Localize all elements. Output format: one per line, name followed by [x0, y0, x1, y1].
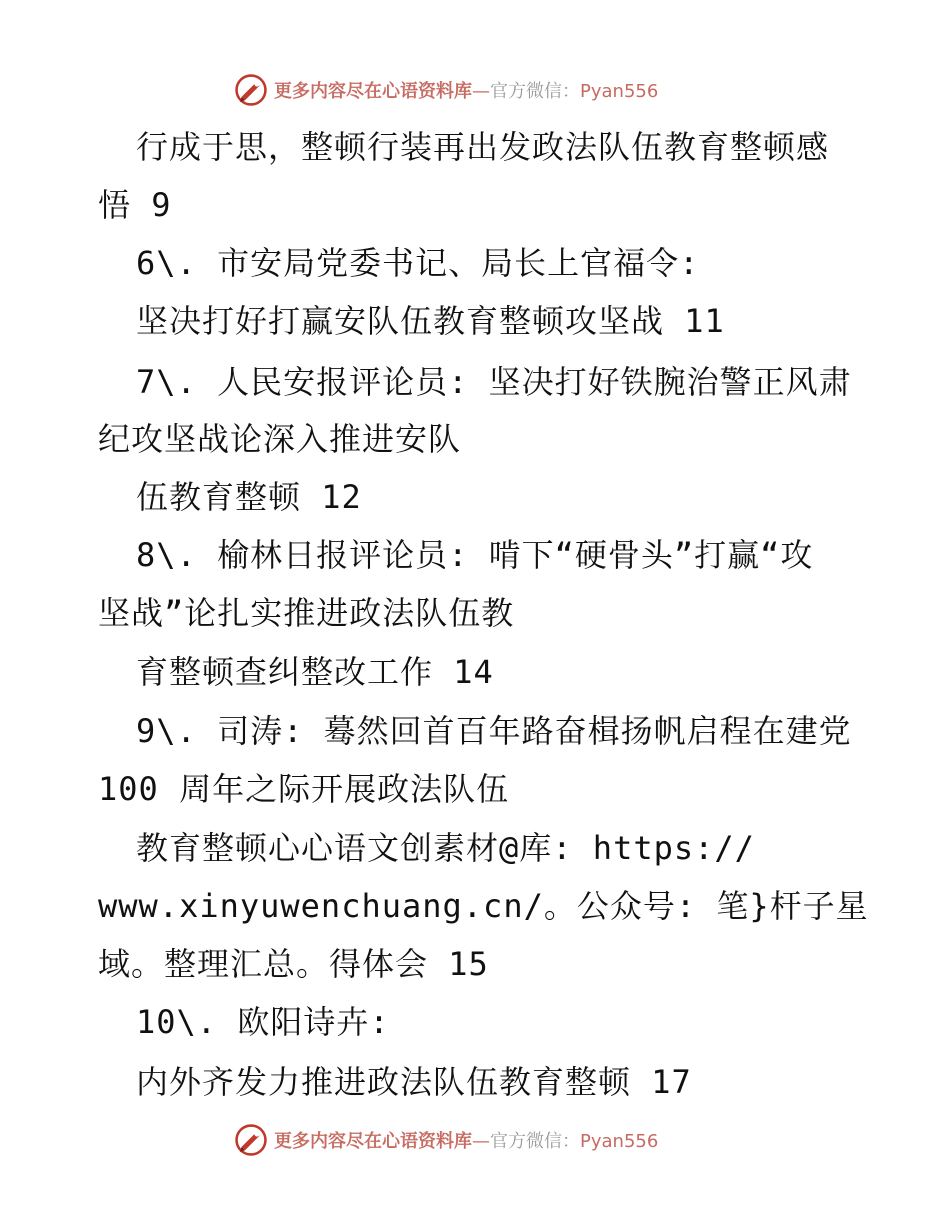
banner-wechat-id: Pyan556 — [580, 81, 659, 102]
text-line: 100 周年之际开展政法队伍 — [98, 770, 510, 808]
text-line: 6\. 市安局党委书记、局长上官福令: — [136, 244, 700, 282]
text-line: 教育整顿心心语文创素材@库: https:// — [136, 829, 755, 867]
text-line: 伍教育整顿 12 — [136, 478, 362, 516]
text-line: 10\. 欧阳诗卉: — [136, 1003, 390, 1041]
banner-text — [274, 1127, 658, 1153]
text-line: 坚决打好打赢安队伍教育整顿攻坚战 11 — [136, 302, 725, 340]
text-line: www.xinyuwenchuang.cn/。公众号: 笔}杆子星 — [98, 887, 869, 925]
text-line: 育整顿查纠整改工作 14 — [136, 653, 494, 691]
banner-dash: — — [472, 1131, 490, 1152]
footer-watermark-banner — [234, 1120, 658, 1160]
banner-dash: — — [472, 81, 490, 102]
banner-official-label: 官方微信： — [490, 81, 580, 102]
banner-official-label: 官方微信： — [490, 1131, 580, 1152]
banner-wechat-id: Pyan556 — [580, 1131, 659, 1152]
banner-brand: 更多内容尽在心语资料库 — [274, 1131, 472, 1152]
text-line: 7\. 人民安报评论员: 坚决打好铁腕治警正风肃 — [136, 363, 852, 401]
text-line: 域。整理汇总。得体会 15 — [98, 945, 489, 983]
text-line: 纪攻坚战论深入推进安队 — [98, 420, 462, 458]
text-line: 坚战”论扎实推进政法队伍教 — [98, 594, 515, 632]
text-line: 行成于思，整顿行装再出发政法队伍教育整顿感 — [136, 128, 830, 166]
banner-brand: 更多内容尽在心语资料库 — [274, 81, 472, 102]
text-line: 9\. 司涛: 蓦然回首百年路奋楫扬帆启程在建党 — [136, 712, 852, 750]
text-line: 内外齐发力推进政法队伍教育整顿 17 — [136, 1063, 692, 1101]
text-line: 悟 9 — [98, 186, 172, 224]
text-line: 8\. 榆林日报评论员: 啃下“硬骨头”打赢“攻 — [136, 536, 814, 574]
pen-logo-icon — [234, 1123, 268, 1157]
